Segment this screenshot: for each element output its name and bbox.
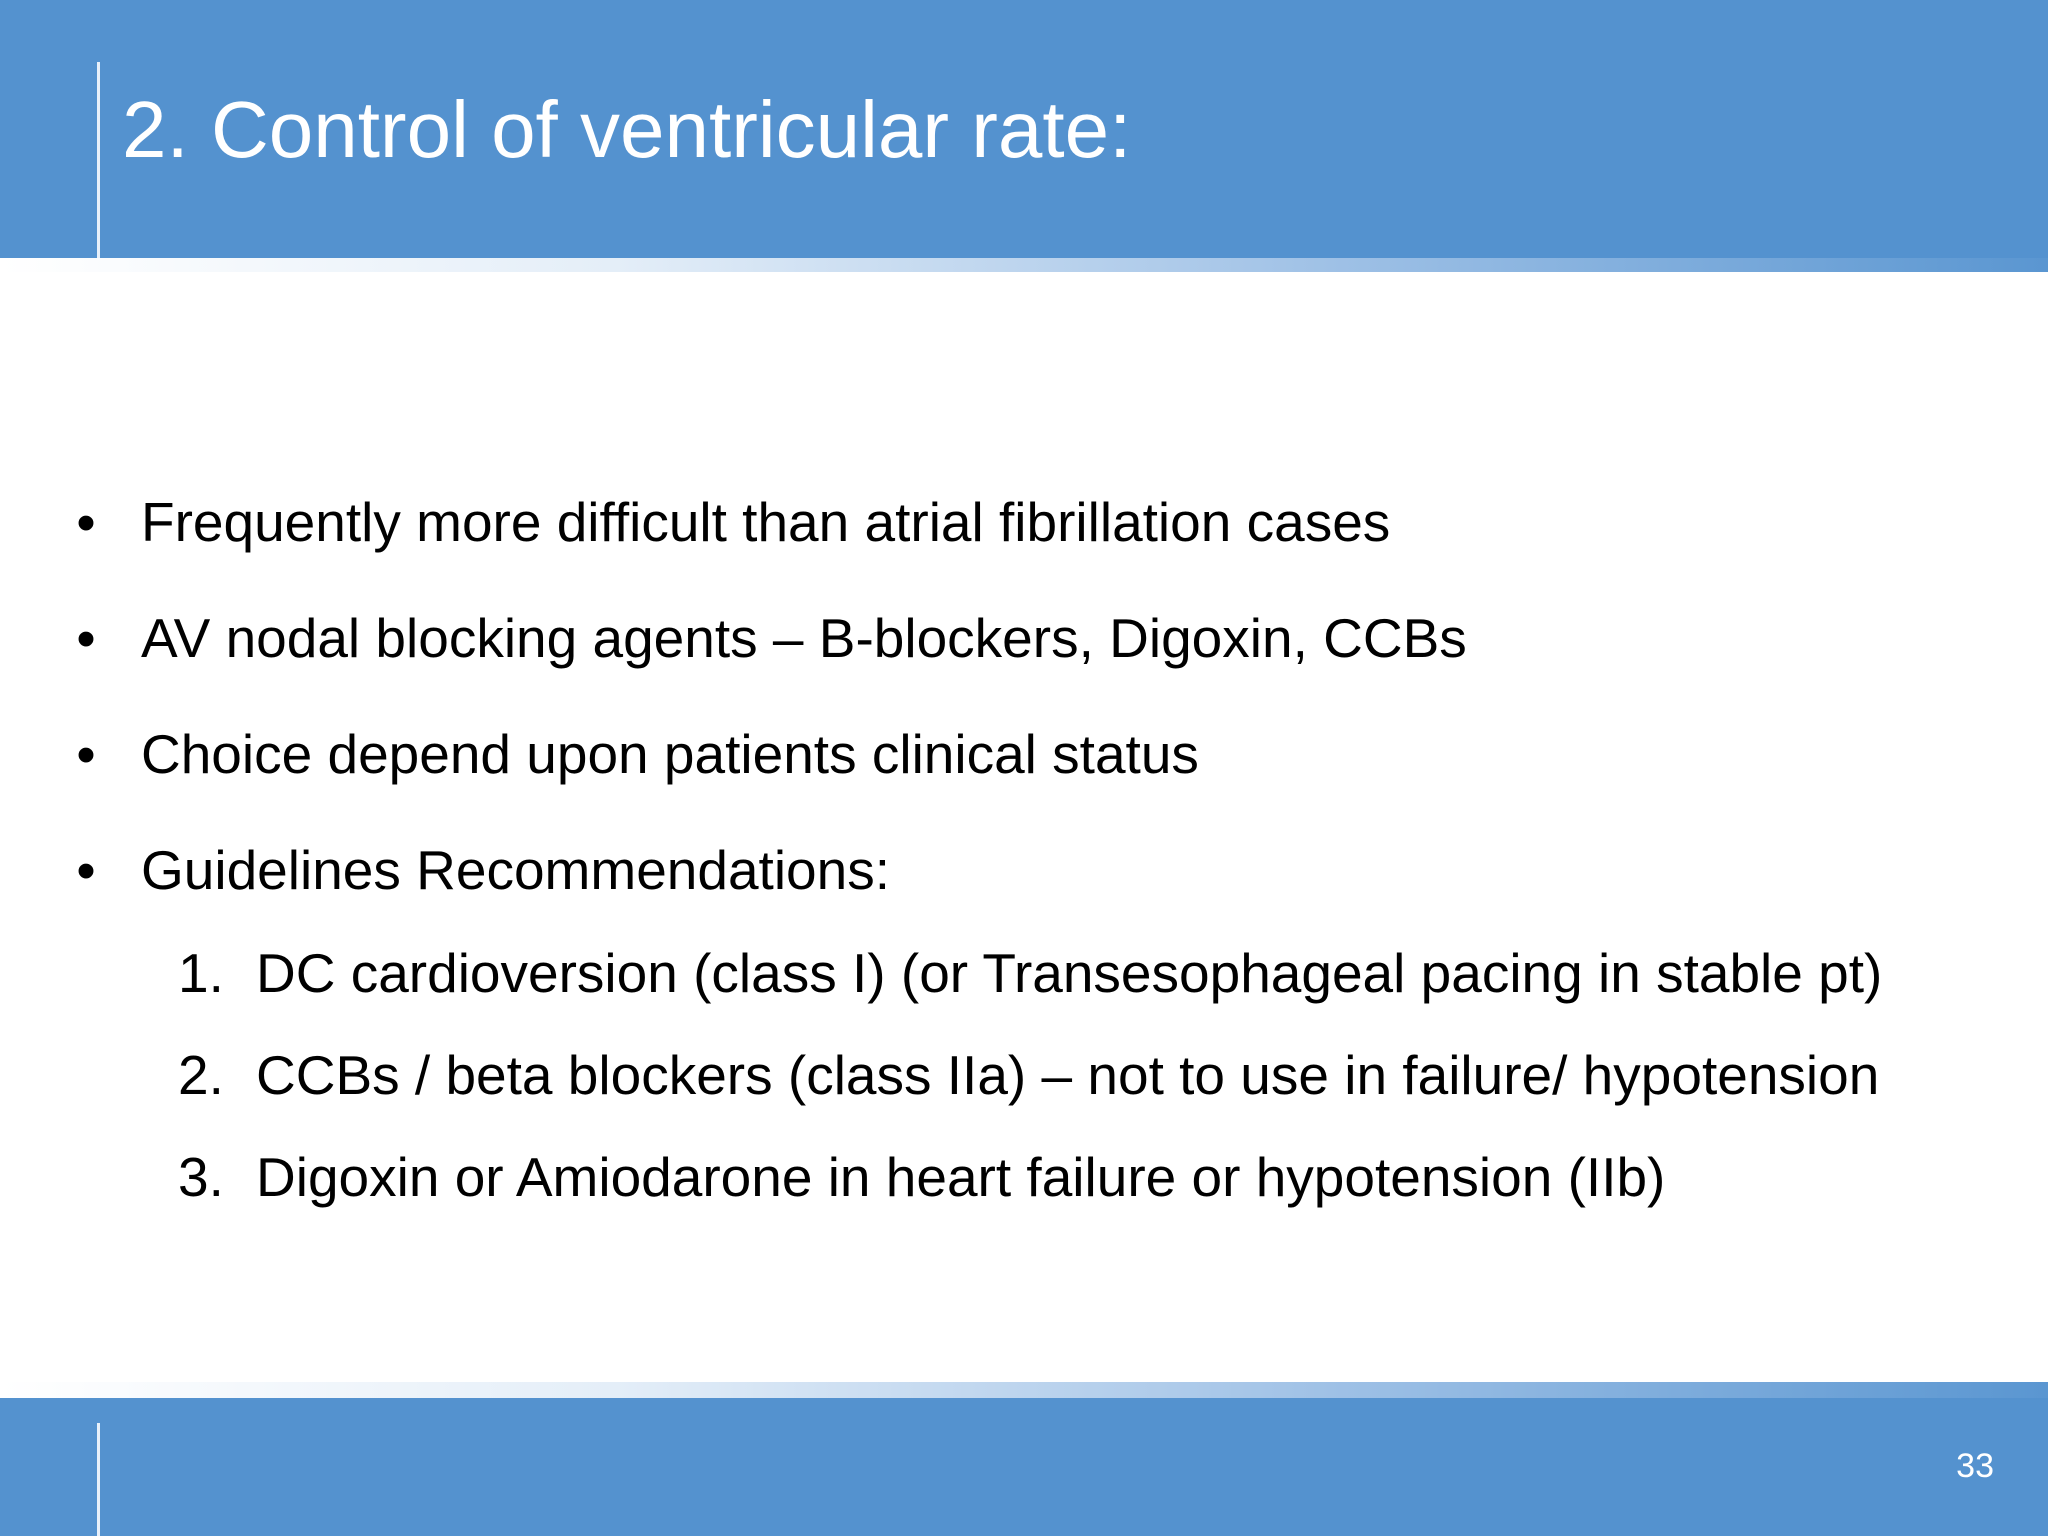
bullet-text: Guidelines Recommendations: [141, 839, 890, 901]
page-number: 33 [1956, 1447, 1994, 1485]
bullet-icon: • [76, 491, 96, 553]
bullet-item [0, 602, 2048, 674]
bullet-icon: • [76, 839, 96, 901]
footer-gradient-divider [0, 1382, 2048, 1398]
bullet-icon: • [76, 607, 96, 669]
bullet-item [0, 486, 2048, 558]
bullet-text: Frequently more difficult than atrial fibrillation cases [141, 491, 1391, 553]
bullet-item [0, 718, 2048, 790]
recommendation-number: 2. [178, 1044, 224, 1106]
footer-band [0, 1398, 2048, 1536]
recommendation-text: Digoxin or Amiodarone in heart failure or hypotension (IIb) [256, 1146, 1666, 1208]
bullet-item [0, 834, 2048, 906]
recommendation-text: CCBs / beta blockers (class IIa) – not to use in failure/ hypotension [256, 1044, 1880, 1106]
recommendation-item [0, 1039, 2048, 1111]
recommendation-number: 1. [178, 942, 224, 1004]
recommendation-text: DC cardioversion (class I) (or Transesophageal pacing in stable pt) [256, 942, 1883, 1004]
bullet-text: Choice depend upon patients clinical status [141, 723, 1199, 785]
recommendation-number: 3. [178, 1146, 224, 1208]
bullet-text: AV nodal blocking agents – B-blockers, Digoxin, CCBs [141, 607, 1467, 669]
slide-title: 2. Control of ventricular rate: [122, 85, 1132, 174]
recommendation-item [0, 937, 2048, 1009]
footer-accent-line [97, 1423, 100, 1536]
recommendation-item [0, 1141, 2048, 1213]
bullet-icon: • [76, 723, 96, 785]
